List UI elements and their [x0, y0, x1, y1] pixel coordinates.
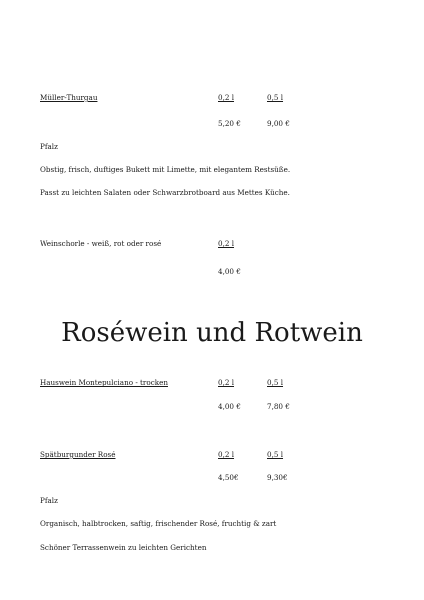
description-spaetburgunder-2: Schöner Terrassenwein zu leichten Gerichten [40, 543, 207, 552]
price-small-spaetburgunder: 4,50€ [218, 473, 239, 482]
size-large-mueller: 0,5 l [267, 93, 284, 102]
origin-mueller: Pfalz [40, 142, 58, 151]
description-spaetburgunder-1: Organisch, halbtrocken, saftig, frischender Rosé, fruchtig & zart [40, 519, 277, 528]
size-large-hauswein: 0,5 l [267, 378, 284, 387]
size-small-spaetburgunder: 0,2 l [218, 450, 235, 459]
description-mueller-1: Obstig, frisch, duftiges Bukett mit Limette, mit elegantem Restsüße. [40, 165, 291, 174]
price-small-mueller: 5,20 € [218, 119, 241, 128]
price-small-hauswein: 4,00 € [218, 402, 241, 411]
description-mueller-2: Passt zu leichten Salaten oder Schwarzbrotboard aus Mettes Küche. [40, 188, 290, 197]
price-large-mueller: 9,00 € [267, 119, 290, 128]
size-small-mueller: 0,2 l [218, 93, 235, 102]
price-large-spaetburgunder: 9,30€ [267, 473, 288, 482]
price-large-hauswein: 7,80 € [267, 402, 290, 411]
wine-name-schorle: Weinschorle - weiß, rot oder rosé [40, 239, 162, 248]
size-large-spaetburgunder: 0,5 l [267, 450, 284, 459]
size-schorle: 0,2 l [218, 239, 235, 248]
wine-name-hauswein: Hauswein Montepulciano - trocken [40, 378, 168, 387]
wine-name-mueller-thurgau: Müller-Thurgau [40, 93, 98, 102]
wine-name-spaetburgunder: Spätburgunder Rosé [40, 450, 116, 459]
size-small-hauswein: 0,2 l [218, 378, 235, 387]
section-heading: Roséwein und Rotwein [61, 318, 363, 348]
origin-spaetburgunder: Pfalz [40, 496, 58, 505]
price-schorle: 4,00 € [218, 267, 241, 276]
